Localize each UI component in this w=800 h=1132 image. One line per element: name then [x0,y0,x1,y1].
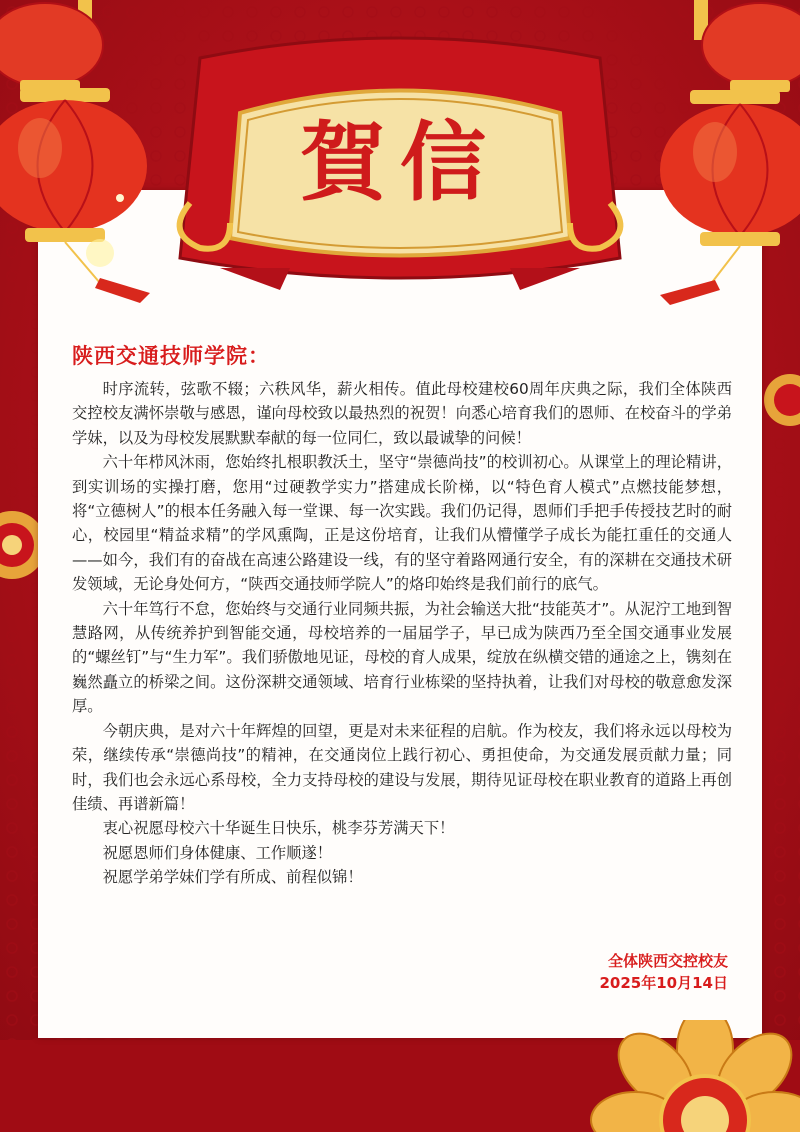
letter-paragraph-4: 今朝庆典，是对六十年辉煌的回望，更是对未来征程的启航。作为校友，我们将永远以母校为荣，继续传承“崇德尚技”的精神，在交通岗位上践行初心、勇担使命，为交通发展贡献力量；同时，我们也会永远心系母校，全力支持母校的建设与发展，期待见证母校在职业教育的道路上再创佳绩、再谱新篇！ [72,721,732,813]
page-title: 賀信 [300,112,500,213]
letter-body [72,377,732,890]
wish-line-3: 祝愿学弟学妹们学有所成、前程似锦！ [102,868,363,887]
wish-line-2: 祝愿恩师们身体健康、工作顺遂！ [102,843,333,862]
signature-block [600,950,729,994]
salutation: 陕西交通技师学院： [72,344,270,368]
lantern-right-top-icon [690,0,800,100]
letter-paragraph-3: 六十年笃行不怠，您始终与交通行业同频共振，为社会输送大批“技能英才”。从泥泞工地到智慧路网，从传统养护到智能交通，母校培养的一届届学子，早已成为陕西乃至全国交通事业发展的“螺丝钉”与“生力军”。我们骄傲地见证，母校的育人成果，绽放在纵横交错的通途之上，镌刻在巍然矗立的桥梁之间。这份深耕交通领域、培育行业栋梁的坚持执着，让我们对母校的敬意愈发深厚。 [72,599,732,716]
wish-line-1: 衷心祝愿母校六十华诞生日快乐，桃李芬芳满天下！ [102,819,455,838]
letter-paragraph-2: 六十年栉风沐雨，您始终扎根职教沃土，坚守“崇德尚技”的校训初心。从课堂上的理论精讲，到实训场的实操打磨，您用“过硬教学实力”搭建成长阶梯，以“特色育人模式”点燃技能梦想，将“立德树人”的根本任务融入每一堂课、每一次实践。我们仍记得，恩师们手把手传授技艺时的耐心，校园里“精益求精”的学风熏陶，正是这份培育，让我们从懵懂学子成长为能扛重任的交通人——如今，我们有的奋战在高速公路建设一线，有的坚守着路网通行安全，有的深耕在交通技术研发领域，无论身处何方，“陕西交通技师学院人”的烙印始终是我们前行的底气。 [72,453,732,594]
lantern-right-icon [630,90,800,320]
letter-date: 2025年10月14日 [599,974,728,992]
signature: 全体陕西交控校友 [607,952,728,970]
lantern-left-icon [0,88,190,318]
lantern-left-top-icon [0,0,110,100]
letter-paragraph-1: 时序流转，弦歌不辍；六秩风华，薪火相传。值此母校建校60周年庆典之际，我们全体陕西交控校友满怀崇敬与感恩，谨向母校致以最热烈的祝贺！向悉心培育我们的恩师、在校奋斗的学弟学妹，以及为母校发展默默奉献的每一位同仁，致以最诚挚的问候！ [72,380,732,447]
gold-flower-icon [565,1020,800,1132]
title-banner [170,28,630,303]
